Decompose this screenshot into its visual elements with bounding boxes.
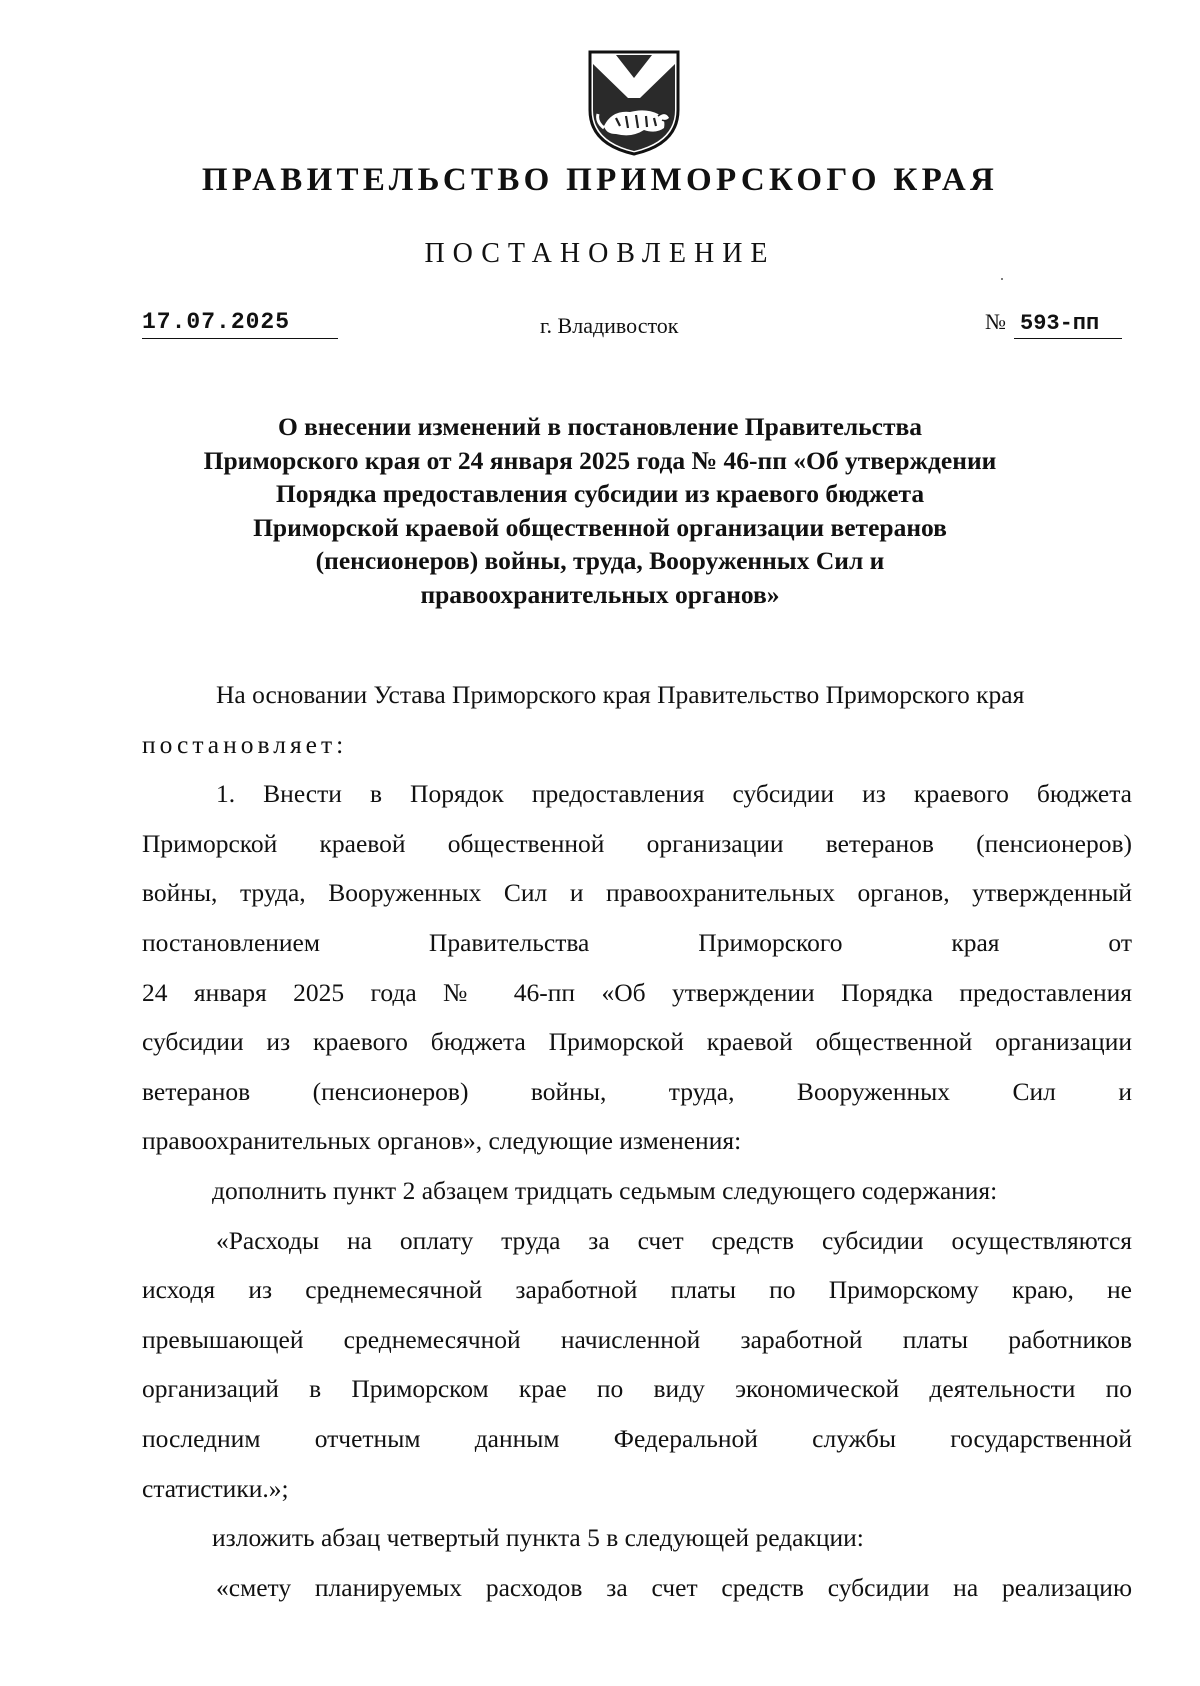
quote2-line: «смету планируемых расходов за счет средств субсидии на реализацию: [216, 1572, 1132, 1602]
basis-paragraph: На основании Устава Приморского края Правительство Приморского края: [216, 680, 1025, 709]
item1-line: правоохранительных органов», следующие изменения:: [142, 1126, 742, 1156]
document-number: [985, 308, 1131, 339]
item1-line: ветеранов (пенсионеров) войны, труда, Вооруженных Сил и: [142, 1076, 1132, 1106]
item1-line: 1. Внести в Порядок предоставления субсидии из краевого бюджета: [216, 779, 1132, 809]
document-body: [142, 670, 1132, 1612]
resolves-word: постановляет:: [142, 729, 348, 759]
quote1-line: «Расходы на оплату труда за счет средств субсидии осуществляются: [216, 1225, 1132, 1255]
quote1-line: статистики.»;: [142, 1473, 289, 1503]
document-type: ПОСТАНОВЛЕНИЕ: [424, 238, 776, 269]
number-value: 593-пп: [1014, 310, 1122, 339]
item-1-paragraph: [142, 769, 1132, 1166]
item1-line: 24 января 2025 года № 46-пп «Об утверждении Порядка предоставления: [142, 977, 1132, 1007]
amendment-2-intro: изложить абзац четвертый пункта 5 в следующей редакции:: [212, 1523, 864, 1553]
document-date: 17.07.2025: [142, 308, 338, 339]
quote1-line: исходя из среднемесячной заработной платы по Приморскому краю, не: [142, 1275, 1132, 1305]
item1-line: войны, труда, Вооруженных Сил и правоохранительных органов, утвержденный: [142, 878, 1132, 908]
quote1-line: последним отчетным данным Федеральной службы государственной: [142, 1423, 1132, 1453]
number-sign: №: [985, 309, 1006, 334]
scan-dot: [1001, 278, 1003, 280]
quote1-line: превышающей среднемесячной начисленной заработной платы работников: [142, 1324, 1132, 1354]
quote-1-paragraph: [142, 1216, 1132, 1514]
item1-line: Приморской краевой общественной организации ветеранов (пенсионеров): [142, 828, 1132, 858]
document-city: г. Владивосток: [540, 313, 679, 338]
government-title: ПРАВИТЕЛЬСТВО ПРИМОРСКОГО КРАЯ: [201, 162, 999, 198]
document-subject: О внесении изменений в постановление Правительства Приморского края от 24 января 2025 года № 46-пп «Об утверждении Порядка предоставления субсидии из краевого бюджета Приморской краевой общественной организации ветеранов (пенсионеров) войны, труда, Вооруженных Сил и правоохранительных органов»: [203, 412, 997, 609]
coat-of-arms-icon: [586, 48, 682, 158]
item1-line: субсидии из краевого бюджета Приморской краевой общественной организации: [142, 1027, 1132, 1057]
quote1-line: организаций в Приморском крае по виду экономической деятельности по: [142, 1374, 1132, 1404]
item1-line: постановлением Правительства Приморского края от: [142, 927, 1132, 957]
amendment-1-intro: дополнить пункт 2 абзацем тридцать седьмым следующего содержания:: [212, 1175, 998, 1205]
